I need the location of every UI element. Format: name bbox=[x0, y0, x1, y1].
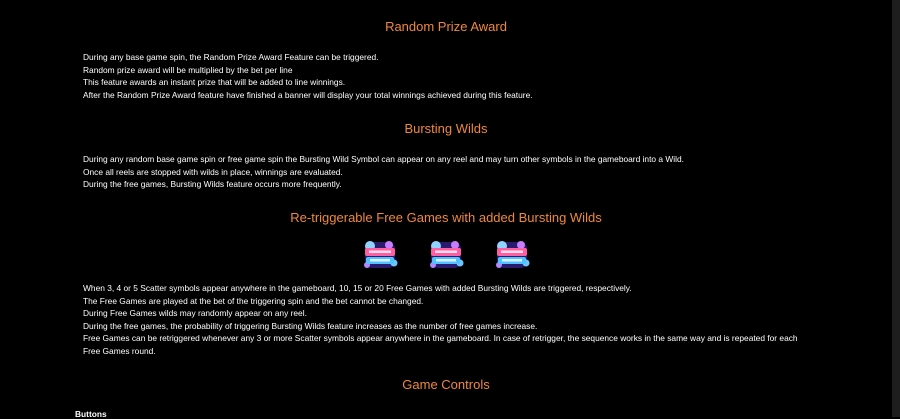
text-line: During any base game spin, the Random Prize Award Feature can be triggered. bbox=[83, 52, 379, 62]
text-line: Once all reels are stopped with wilds in place, winnings are evaluated. bbox=[83, 166, 343, 177]
random-prize-award-title: Random Prize Award bbox=[385, 19, 507, 34]
text-line: During Free Games wilds may randomly appear on any reel. bbox=[83, 308, 307, 319]
scrollbar[interactable] bbox=[892, 0, 900, 417]
bubble-bursts-scatter-icon bbox=[361, 238, 399, 272]
retriggerable-free-games-text bbox=[83, 282, 811, 358]
text-line: During the free games, Bursting Wilds feature occurs more frequently. bbox=[83, 179, 342, 190]
text-line: After the Random Prize Award feature have finished a banner will display your total winnings achieved during this feature. bbox=[83, 89, 533, 100]
text-line: When 3, 4 or 5 Scatter symbols appear anywhere in the gameboard, 10, 15 or 20 Free Games with added Bursting Wilds are triggered, respectively. bbox=[83, 283, 632, 293]
text-line: During any random base game spin or free game spin the Bursting Wild Symbol can appear on any reel and may turn other symbols in the gameboard into a Wild. bbox=[83, 154, 684, 164]
text-line: During the free games, the probability of triggering Bursting Wilds feature increases as the number of free games increase. bbox=[83, 320, 538, 331]
bubble-bursts-scatter-icon bbox=[493, 238, 531, 272]
text-line: Random prize award will be multiplied by the bet per line bbox=[83, 64, 293, 75]
retriggerable-free-games-title: Re-triggerable Free Games with added Bursting Wilds bbox=[290, 210, 602, 225]
bubble-bursts-scatter-icon bbox=[427, 238, 465, 272]
scatter-symbols-row bbox=[361, 238, 533, 272]
text-line: The Free Games are played at the bet of the triggering spin and the bet cannot be changed. bbox=[83, 295, 424, 306]
game-controls-title: Game Controls bbox=[402, 377, 490, 392]
random-prize-award-text bbox=[83, 51, 811, 101]
buttons-subheading: Buttons bbox=[75, 409, 107, 419]
bursting-wilds-text bbox=[83, 153, 811, 191]
text-line: Free Games can be retriggered whenever any 3 or more Scatter symbols appear anywhere in the gameboard. In case of retrigger, the sequence works in the same way and is repeated for each Free Games round. bbox=[83, 333, 798, 356]
bursting-wilds-title: Bursting Wilds bbox=[404, 121, 488, 136]
text-line: This feature awards an instant prize that will be added to line winnings. bbox=[83, 77, 346, 88]
